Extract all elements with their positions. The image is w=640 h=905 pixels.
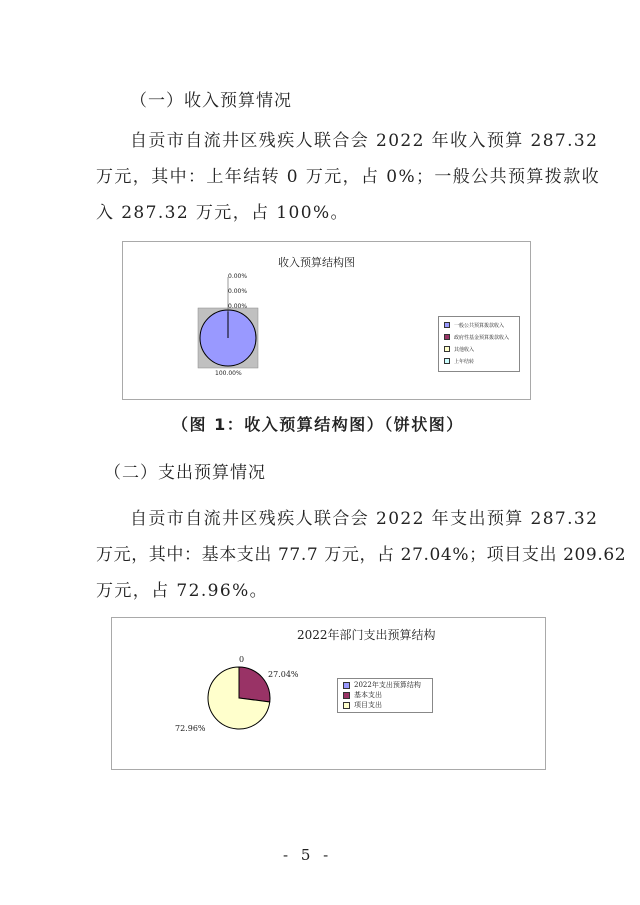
chart-legend — [438, 316, 520, 372]
chart-legend — [337, 678, 433, 713]
data-label: 0.00% — [228, 303, 248, 310]
legend-item — [439, 343, 519, 355]
data-label: 100.00% — [215, 370, 242, 377]
legend-swatch — [343, 702, 350, 709]
legend-item — [439, 355, 519, 367]
expenditure-chart — [111, 617, 546, 770]
section2-heading: （二）支出预算情况 — [104, 463, 266, 483]
data-label: 27.04% — [268, 670, 299, 679]
legend-swatch — [343, 682, 350, 689]
paragraph-line: 万元，其中：基本支出 77.7 万元，占 27.04%；项目支出 209.62 — [96, 545, 627, 565]
legend-swatch — [444, 334, 450, 340]
legend-label: 政府性基金预算拨款收入 — [454, 334, 510, 341]
data-label: 0 — [239, 655, 245, 664]
expenditure-pie-plot — [112, 618, 545, 769]
legend-swatch — [444, 358, 450, 364]
paragraph-line: 入 287.32 万元，占 100%。 — [96, 203, 349, 223]
legend-item — [338, 680, 432, 690]
figure-caption: （图 1：收入预算结构图）（饼状图） — [172, 415, 464, 434]
section2-paragraph — [96, 501, 627, 609]
data-label: 0.00% — [228, 273, 248, 280]
legend-label: 上年结转 — [454, 358, 475, 365]
legend-item — [439, 331, 519, 343]
pie-slice — [239, 667, 270, 702]
legend-label: 一般公共预算拨款收入 — [454, 322, 505, 329]
section1-paragraph — [96, 123, 600, 231]
section1-heading: （一）收入预算情况 — [130, 91, 292, 111]
paragraph-line: 自贡市自流井区残疾人联合会 2022 年支出预算 287.32 — [130, 509, 599, 529]
chart-title: 2022年部门支出预算结构 — [297, 628, 436, 642]
legend-swatch — [444, 346, 450, 352]
legend-label: 其他收入 — [454, 346, 475, 353]
legend-item — [338, 690, 432, 700]
legend-item — [439, 319, 519, 331]
legend-swatch — [444, 322, 450, 328]
income-chart — [122, 241, 531, 400]
data-label: 0.00% — [228, 288, 248, 295]
legend-item — [338, 700, 432, 710]
legend-label: 项目支出 — [354, 701, 382, 709]
paragraph-line: 自贡市自流井区残疾人联合会 2022 年收入预算 287.32 — [130, 131, 599, 151]
chart-title: 收入预算结构图 — [278, 256, 355, 269]
paragraph-line: 万元，占 72.96%。 — [96, 581, 269, 601]
legend-label: 2022年支出预算结构 — [354, 681, 421, 689]
legend-label: 基本支出 — [354, 691, 382, 699]
data-label: 72.96% — [175, 724, 206, 733]
legend-swatch — [343, 692, 350, 699]
page-number: - 5 - — [283, 846, 333, 864]
paragraph-line: 万元，其中：上年结转 0 万元，占 0%；一般公共预算拨款收 — [96, 167, 600, 187]
